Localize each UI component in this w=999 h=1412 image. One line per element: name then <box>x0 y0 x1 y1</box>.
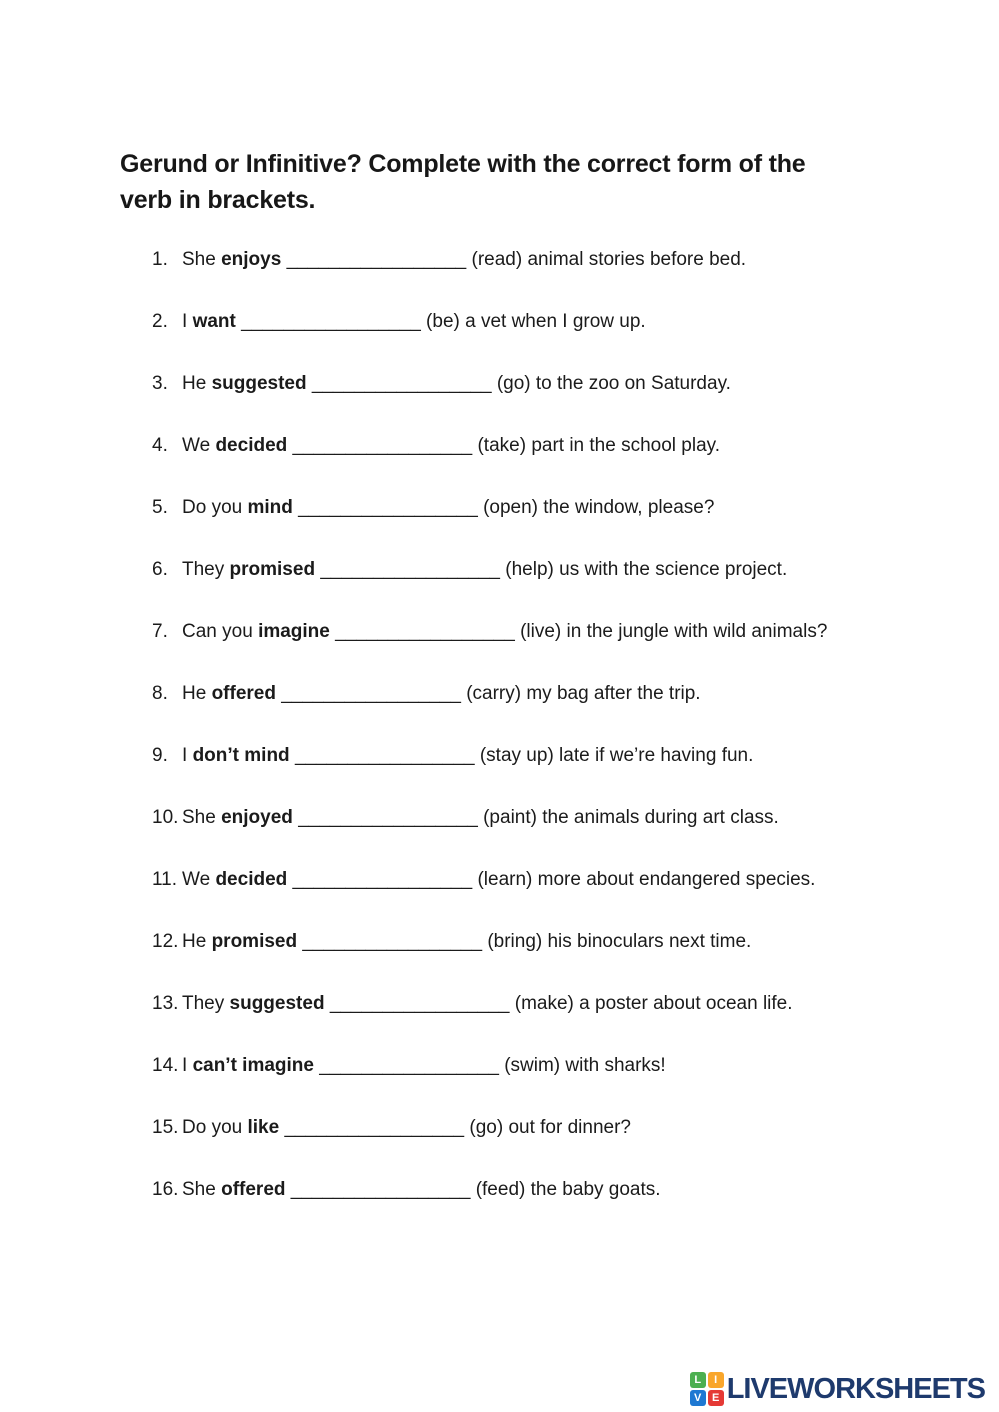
item-text-before: He <box>182 931 207 952</box>
brand-wordmark: LIVEWORKSHEETS <box>726 1372 985 1405</box>
liveworksheets-logo[interactable] <box>690 1372 985 1406</box>
item-sentence <box>182 1114 631 1141</box>
item-sentence <box>182 308 646 335</box>
item-sentence <box>182 804 779 831</box>
logo-tile-i: I <box>708 1372 724 1388</box>
item-text-after: (open) the window, please? <box>483 497 715 518</box>
answer-blank[interactable]: _________________ <box>298 807 478 828</box>
exercise-item <box>152 370 827 397</box>
item-sentence <box>182 370 731 397</box>
item-number: 16. <box>152 1179 179 1200</box>
item-text-before: Do you <box>182 1117 243 1138</box>
key-verb: offered <box>211 683 276 704</box>
exercise-item <box>152 928 827 955</box>
item-number: 15. <box>152 1117 179 1138</box>
item-text-after: (go) out for dinner? <box>469 1117 631 1138</box>
key-verb: decided <box>215 435 288 456</box>
key-verb: suggested <box>211 373 307 394</box>
item-number: 7. <box>152 621 168 642</box>
item-text-before: Can you <box>182 621 253 642</box>
item-text-after: (bring) his binoculars next time. <box>487 931 752 952</box>
item-text-after: (be) a vet when I grow up. <box>426 311 646 332</box>
item-sentence <box>182 556 787 583</box>
item-number: 14. <box>152 1055 179 1076</box>
item-text-after: (read) animal stories before bed. <box>471 249 747 270</box>
exercise-item <box>152 432 827 459</box>
liveworksheets-logo-icon <box>690 1372 724 1406</box>
exercise-item <box>152 1176 827 1203</box>
item-sentence <box>182 742 753 769</box>
item-text-after: (make) a poster about ocean life. <box>514 993 793 1014</box>
item-text-after: (feed) the baby goats. <box>475 1179 661 1200</box>
item-sentence <box>182 1176 661 1203</box>
item-number: 8. <box>152 683 168 704</box>
key-verb: enjoyed <box>221 807 293 828</box>
exercise-item <box>152 246 827 273</box>
logo-tile-l: L <box>690 1372 706 1388</box>
item-sentence <box>182 432 720 459</box>
key-verb: mind <box>247 497 293 518</box>
answer-blank[interactable]: _________________ <box>284 1117 465 1138</box>
item-number: 11. <box>152 869 178 890</box>
key-verb: promised <box>211 931 298 952</box>
exercise-item <box>152 618 827 645</box>
key-verb: enjoys <box>221 249 282 270</box>
item-sentence <box>182 928 751 955</box>
answer-blank[interactable]: _________________ <box>298 497 478 518</box>
key-verb: decided <box>215 869 288 890</box>
item-text-before: Do you <box>182 497 243 518</box>
key-verb: can’t imagine <box>192 1055 314 1076</box>
key-verb: offered <box>221 1179 286 1200</box>
answer-blank[interactable]: _________________ <box>335 621 515 642</box>
item-text-after: (help) us with the science project. <box>505 559 788 580</box>
answer-blank[interactable]: _________________ <box>292 435 473 456</box>
key-verb: promised <box>229 559 316 580</box>
answer-blank[interactable]: _________________ <box>286 249 467 270</box>
logo-tile-e: E <box>708 1390 724 1406</box>
item-text-before: I <box>182 311 188 332</box>
answer-blank[interactable]: _________________ <box>281 683 461 704</box>
item-text-after: (carry) my bag after the trip. <box>466 683 701 704</box>
item-text-before: He <box>182 373 207 394</box>
exercise-list <box>152 246 827 1238</box>
exercise-item <box>152 990 827 1017</box>
worksheet-title <box>120 146 805 218</box>
item-number: 6. <box>152 559 168 580</box>
item-text-after: (live) in the jungle with wild animals? <box>520 621 828 642</box>
item-number: 9. <box>152 745 168 766</box>
item-text-before: He <box>182 683 207 704</box>
exercise-item <box>152 680 827 707</box>
answer-blank[interactable]: _________________ <box>290 1179 471 1200</box>
exercise-item <box>152 308 827 335</box>
item-text-after: (stay up) late if we’re having fun. <box>479 745 754 766</box>
answer-blank[interactable]: _________________ <box>302 931 483 952</box>
item-text-before: We <box>182 869 211 890</box>
answer-blank[interactable]: _________________ <box>241 311 421 332</box>
key-verb: suggested <box>229 993 325 1014</box>
item-number: 13. <box>152 993 179 1014</box>
item-sentence <box>182 246 746 273</box>
item-text-before: They <box>182 559 225 580</box>
exercise-item <box>152 556 827 583</box>
exercise-item <box>152 494 827 521</box>
item-sentence <box>182 680 701 707</box>
item-sentence <box>182 990 793 1017</box>
item-number: 4. <box>152 435 168 456</box>
worksheet-title-line1: Gerund or Infinitive? Complete with the correct form of the <box>120 150 806 178</box>
exercise-item <box>152 742 827 769</box>
key-verb: don’t mind <box>192 745 290 766</box>
item-number: 1. <box>152 249 168 270</box>
item-text-after: (go) to the zoo on Saturday. <box>496 373 731 394</box>
item-text-before: We <box>182 435 211 456</box>
exercise-item <box>152 1114 827 1141</box>
answer-blank[interactable]: _________________ <box>329 993 510 1014</box>
item-sentence <box>182 618 827 645</box>
answer-blank[interactable]: _________________ <box>311 373 492 394</box>
item-text-before: I <box>182 1055 188 1076</box>
item-sentence <box>182 866 815 893</box>
item-text-before: She <box>182 1179 216 1200</box>
answer-blank[interactable]: _________________ <box>320 559 500 580</box>
item-text-before: She <box>182 249 216 270</box>
exercise-item <box>152 866 827 893</box>
logo-tile-v: V <box>690 1390 706 1406</box>
key-verb: imagine <box>258 621 330 642</box>
item-text-after: (paint) the animals during art class. <box>483 807 779 828</box>
item-sentence <box>182 494 714 521</box>
item-text-before: She <box>182 807 216 828</box>
key-verb: like <box>247 1117 280 1138</box>
exercise-item <box>152 1052 827 1079</box>
answer-blank[interactable]: _________________ <box>319 1055 499 1076</box>
key-verb: want <box>192 311 236 332</box>
item-text-after: (take) part in the school play. <box>477 435 721 456</box>
answer-blank[interactable]: _________________ <box>294 745 475 766</box>
item-number: 12. <box>152 931 179 952</box>
item-number: 5. <box>152 497 168 518</box>
worksheet-title-line2: verb in brackets. <box>120 186 316 214</box>
item-text-before: I <box>182 745 188 766</box>
item-text-before: They <box>182 993 225 1014</box>
item-sentence <box>182 1052 666 1079</box>
answer-blank[interactable]: _________________ <box>292 869 473 890</box>
item-number: 2. <box>152 311 168 332</box>
item-number: 3. <box>152 373 168 394</box>
exercise-item <box>152 804 827 831</box>
item-text-after: (swim) with sharks! <box>504 1055 666 1076</box>
item-number: 10. <box>152 807 179 828</box>
item-text-after: (learn) more about endangered species. <box>477 869 816 890</box>
